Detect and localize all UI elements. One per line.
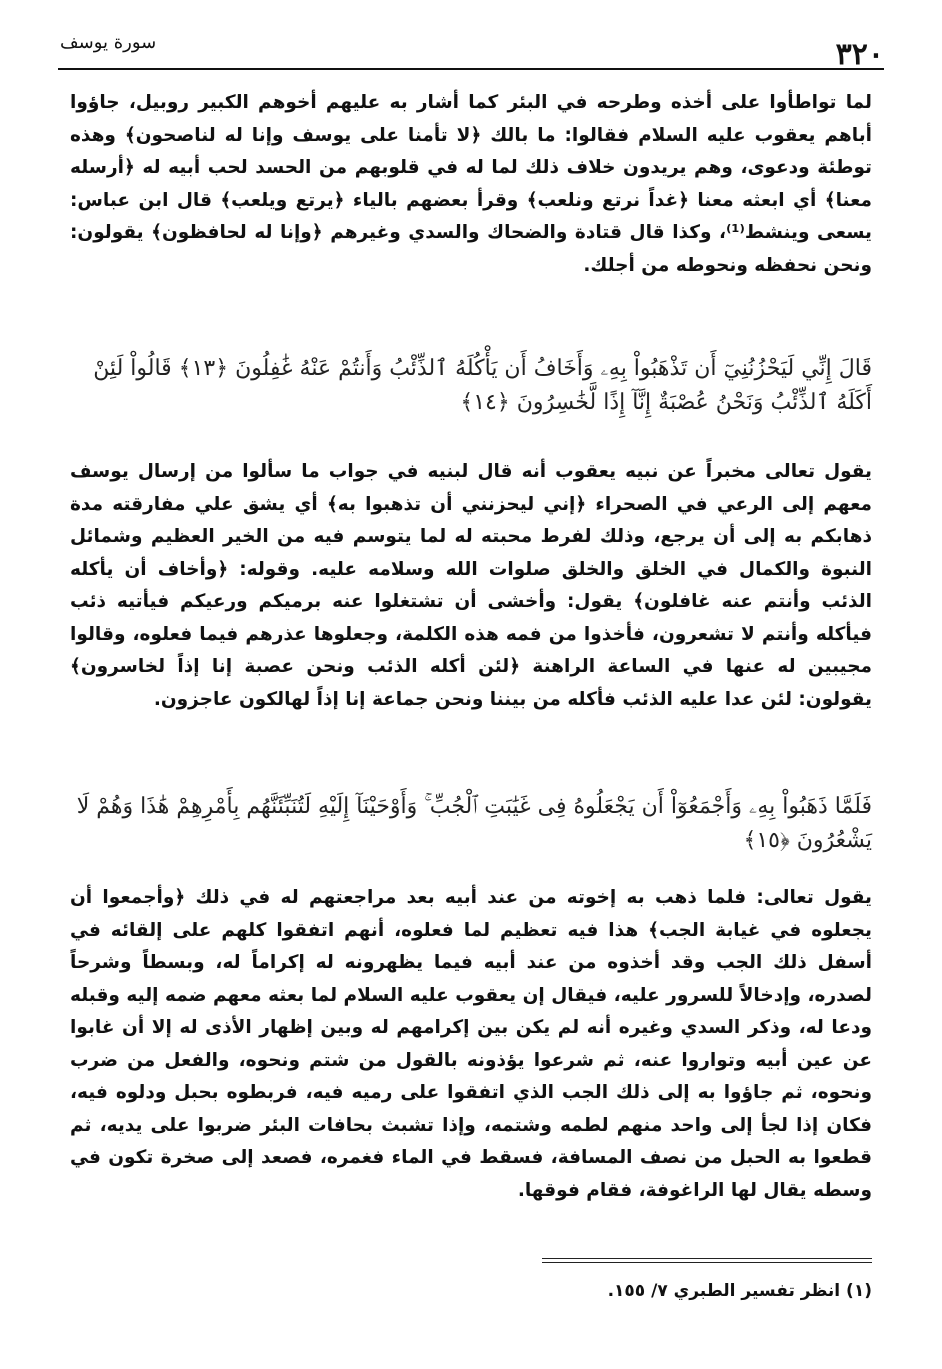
footnote <box>70 1276 872 1306</box>
page-number: ٣٢٠ <box>835 37 884 72</box>
commentary-paragraph-1: لما تواطأوا على أخذه وطرحه في البئر كما أشار به عليهم أخوهم الكبير روبيل، جاؤوا أباهم يعقوب عليه السلام فقالوا: ما بالك ﴿لا تأمنا على يوسف وإنا له لناصحون﴾ وهذه توطئة ودعوى، وهم يريدون خلاف ذلك لما له في قلوبهم من الحسد لحب أبيه له ﴿أرسله معنا﴾ أي ابعثه معنا ﴿غداً نرتع ونلعب﴾ وقرأ بعضهم بالياء ﴿يرتع ويلعب﴾ قال ابن عباس: يسعى وينشط⁽¹⁾، وكذا قال قتادة والضحاك والسدي وغيرهم ﴿وإنا له لحافظون﴾ يقولون: ونحن نحفظه ونحوطه من أجلك. <box>70 92 872 276</box>
commentary-paragraph-2: يقول تعالى مخبراً عن نبيه يعقوب أنه قال لبنيه في جواب ما سألوا من إرسال يوسف معهم إلى الرعي في الصحراء ﴿إني ليحزنني أن تذهبوا به﴾ أي يشق علي مفارقته مدة ذهابكم به إلى أن يرجع، وذلك لفرط محبته له لما يتوسم فيه من الخير العظيم وشمائل النبوة والكمال في الخلق والخلق صلوات الله وسلامه عليه. وقوله: ﴿وأخاف أن يأكله الذئب وأنتم عنه غافلون﴾ يقول: وأخشى أن تشتغلوا عنه برميكم ورعيكم فيأتيه ذئب فيأكله وأنتم لا تشعرون، فأخذوا من فمه هذه الكلمة، وجعلوها عذرهم فيما فعلوه، وقالوا مجيبين له عنها في الساعة الراهنة ﴿لئن أكله الذئب ونحن عصبة إنا إذاً لخاسرون﴾ يقولون: لئن عدا عليه الذئب فأكله من بيننا ونحن جماعة إنا إذاً لهالكون عاجزون. <box>70 461 872 710</box>
quran-verse-13-14: قَالَ إِنِّي لَيَحْزُنُنِيٓ أَن تَذْهَبُواْ بِهِۦ وَأَخَافُ أَن يَأْكُلَهُ ٱلذِّئْبُ وَأَنتُمْ عَنْهُ غَٰفِلُونَ ﴿١٣﴾ قَالُواْ لَئِنْ أَكَلَهُ ٱلذِّئْبُ وَنَحْنُ عُصْبَةٌ إِنَّآ إِذًا لَّخَٰسِرُونَ ﴿١٤﴾ <box>93 356 872 415</box>
header-rule <box>58 68 884 70</box>
footnote-rule <box>542 1258 872 1259</box>
quran-verse-15: فَلَمَّا ذَهَبُواْ بِهِۦ وَأَجْمَعُوٓاْ أَن يَجْعَلُوهُ فِى غَيَٰبَتِ ٱلْجُبِّ ۚ وَأَوْحَيْنَآ إِلَيْهِ لَتُنَبِّئَنَّهُم بِأَمْرِهِمْ هَٰذَا وَهُمْ لَا يَشْعُرُونَ ﴿١٥﴾ <box>76 794 872 853</box>
surah-title: سورة يوسف <box>60 32 157 53</box>
footnote-rule-secondary <box>542 1262 872 1263</box>
footnote-marker: (١) <box>846 1281 872 1301</box>
commentary-paragraph-3: يقول تعالى: فلما ذهب به إخوته من عند أبيه بعد مراجعتهم له في ذلك ﴿وأجمعوا أن يجعلوه في غيابة الجب﴾ هذا فيه تعظيم لما فعلوه، أنهم اتفقوا كلهم على إلقائه في أسفل ذلك الجب وقد أخذوه من عند أبيه فيما يظهرونه له إكراماً له، وبسطاً وشرحاً لصدره، وإدخالاً للسرور عليه، فيقال إن يعقوب عليه السلام لما بعثه معهم ضمه إليه وقبله ودعا له، وذكر السدي وغيره أنه لم يكن بين إكرامهم له وبين إظهار الأذى له إلا أن غابوا عن عين أبيه وتواروا عنه، ثم شرعوا يؤذونه بالقول من شتم ونحوه، والفعل من ضرب ونحوه، ثم جاؤوا به إلى ذلك الجب الذي اتفقوا على رميه فيه، فربطوه بحبل ودلوه فيه، فكان إذا لجأ إلى واحد منهم لطمه وشتمه، وإذا تشبث بحافات البئر ضربوا على يديه، ثم قطعوا به الحبل من نصف المسافة، فسقط في الماء فغمره، فصعد إلى صخرة تكون في وسطه يقال لها الراغوفة، فقام فوقها. <box>70 887 872 1201</box>
footnote-text: انظر تفسير الطبري ٧/ ١٥٥. <box>607 1281 841 1301</box>
